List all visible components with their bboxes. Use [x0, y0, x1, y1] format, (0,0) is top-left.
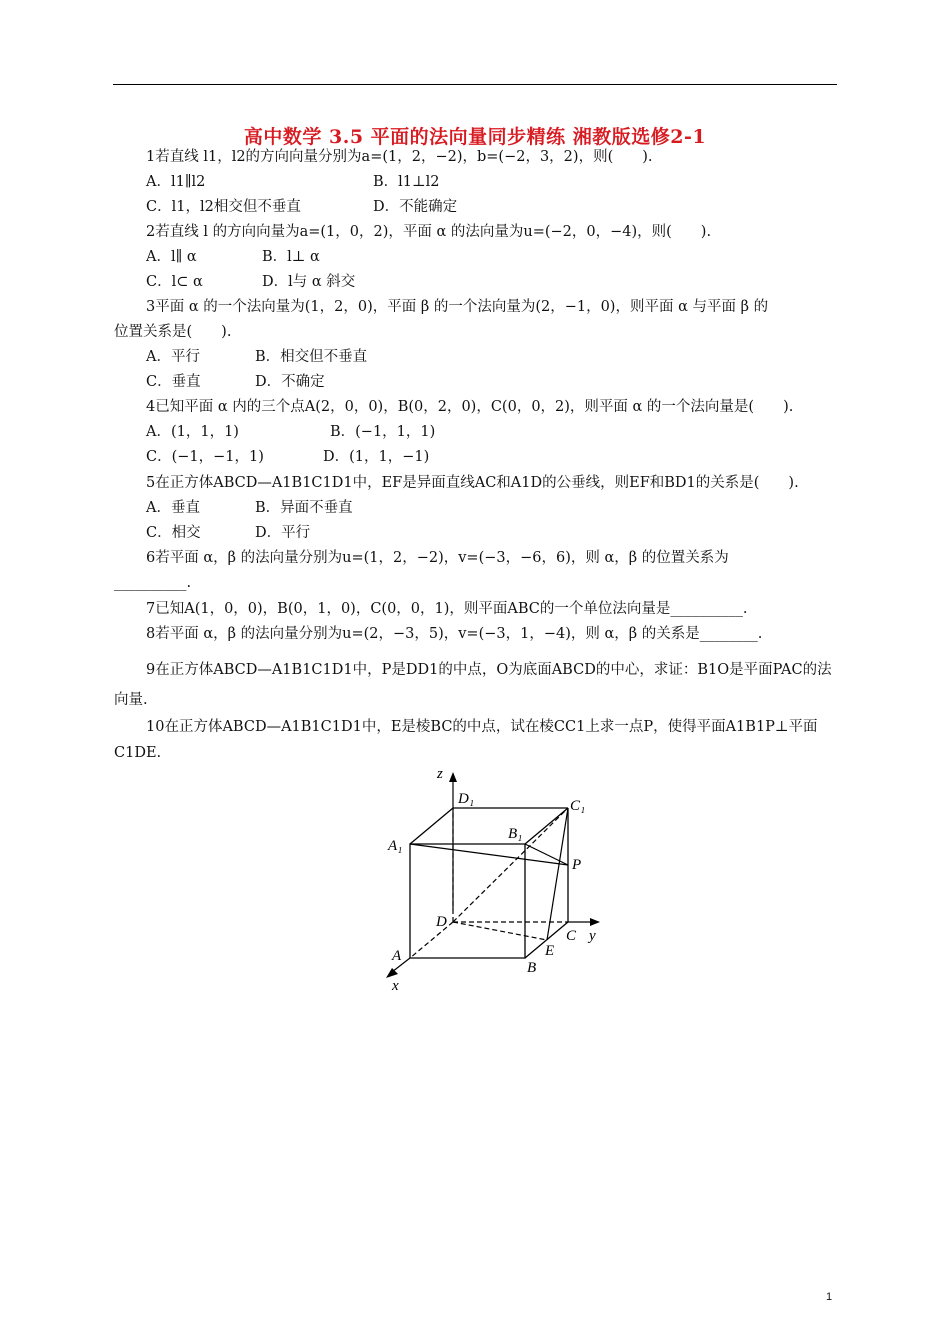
q7-stem: 7已知A(1，0，0)，B(0，1，0)，C(0，0，1)，则平面ABC的一个单位法向量是__________.: [146, 601, 748, 617]
label-a: A: [392, 948, 402, 964]
q9-stem-line2: 向量.: [114, 692, 148, 708]
label-e: E: [545, 943, 555, 959]
label-b1: B₁: [508, 826, 523, 842]
label-x: x: [392, 978, 399, 994]
q3-option-b: B．相交但不垂直: [255, 349, 368, 365]
q1-option-c: C．l1，l2相交但不垂直: [146, 199, 301, 215]
q3-option-d: D．不确定: [255, 374, 325, 390]
q5-option-d: D．平行: [255, 525, 311, 541]
q1-option-b: B．l1⊥l2: [373, 174, 440, 190]
q1-option-a: A．l1∥l2: [146, 174, 206, 190]
z-arrow: [449, 772, 457, 782]
q1-option-d: D．不能确定: [373, 199, 458, 215]
q5-stem: 5在正方体ABCD—A1B1C1D1中，EF是异面直线AC和A1D的公垂线，则EF和BD1的关系是( ).: [146, 475, 799, 491]
q2-stem: 2若直线 l 的方向向量为a=(1，0，2)，平面 α 的法向量为u=(−2，0，−4)，则( ).: [146, 224, 712, 240]
label-y: y: [589, 928, 596, 944]
q4-option-c: C．(−1，−1，1): [146, 449, 264, 465]
label-d1: D₁: [458, 791, 475, 807]
q4-stem: 4已知平面 α 内的三个点A(2，0，0)，B(0，2，0)，C(0，0，2)，则平面 α 的一个法向量是( ).: [146, 399, 794, 415]
q10-stem-line1: 10在正方体ABCD—A1B1C1D1中，E是棱BC的中点，试在棱CC1上求一点P，使得平面A1B1P⊥平面: [146, 719, 818, 735]
q10-stem-line2: C1DE.: [114, 745, 162, 761]
q2-option-d: D．l与 α 斜交: [262, 274, 356, 290]
page-number: 1: [826, 1291, 833, 1303]
label-b: B: [527, 960, 537, 976]
q4-option-d: D．(1，1，−1): [323, 449, 430, 465]
label-z: z: [437, 766, 443, 782]
label-c1: C₁: [570, 798, 586, 814]
q6-stem-line2: __________.: [114, 575, 192, 591]
y-arrow: [590, 918, 600, 926]
q5-option-c: C．相交: [146, 525, 201, 541]
line-a1p: [410, 844, 568, 865]
line-de: [453, 922, 547, 940]
q6-stem-line1: 6若平面 α，β 的法向量分别为u=(1，2，−2)，v=(−3，−6，6)，则 α，β 的位置关系为: [146, 550, 729, 566]
edge-a1d1: [410, 808, 453, 844]
line-c1e: [547, 808, 568, 940]
q4-option-a: A．(1，1，1): [146, 424, 239, 440]
q9-stem-line1: 9在正方体ABCD—A1B1C1D1中，P是DD1的中点，O为底面ABCD的中心，求证：B1O是平面PAC的法: [146, 662, 832, 678]
cube-figure: [370, 758, 620, 998]
label-d: D: [436, 914, 447, 930]
q4-option-b: B．(−1，1，1): [330, 424, 436, 440]
label-p: P: [572, 857, 582, 873]
q2-option-b: B．l⊥ α: [262, 249, 320, 265]
q2-option-c: C．l⊂ α: [146, 274, 203, 290]
q2-option-a: A．l∥ α: [146, 249, 197, 265]
q3-stem-line2: 位置关系是( ).: [114, 324, 232, 340]
q3-option-a: A．平行: [146, 349, 200, 365]
label-c: C: [566, 928, 577, 944]
edge-b1c1: [525, 808, 568, 844]
label-a1: A₁: [388, 838, 403, 854]
q5-option-b: B．异面不垂直: [255, 500, 353, 516]
front-face: [410, 844, 525, 958]
q3-stem-line1: 3平面 α 的一个法向量为(1，2，0)，平面 β 的一个法向量为(2，−1，0)，则平面 α 与平面 β 的: [146, 299, 769, 315]
x-arrow: [386, 968, 398, 978]
header-rule: [113, 84, 837, 85]
q1-stem: 1若直线 l1，l2的方向向量分别为a=(1，2，−2)，b=(−2，3，2)，则( ).: [146, 149, 653, 165]
q8-stem: 8若平面 α，β 的法向量分别为u=(2，−3，5)，v=(−3，1，−4)，则 α，β 的关系是________.: [146, 626, 763, 642]
q3-option-c: C．垂直: [146, 374, 201, 390]
page-title: 高中数学 3.5 平面的法向量同步精练 湘教版选修2-1: [243, 126, 707, 148]
q5-option-a: A．垂直: [146, 500, 200, 516]
